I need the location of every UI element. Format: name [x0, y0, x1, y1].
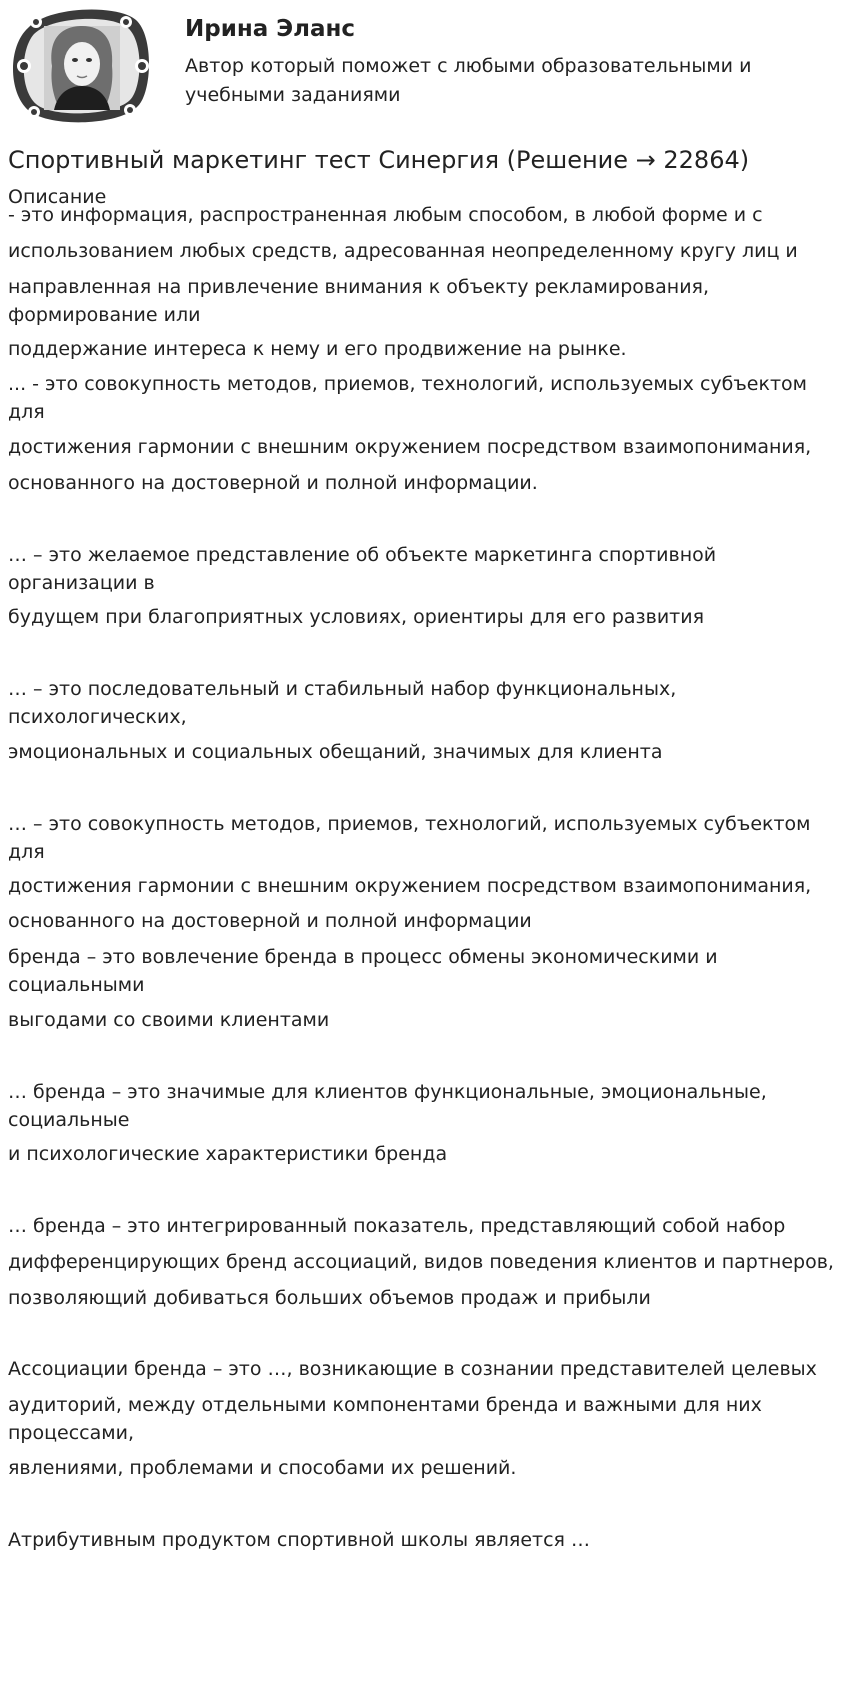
description-line: … – это последовательный и стабильный набор функциональных, психологических,	[8, 678, 677, 728]
description-line: направленная на привлечение внимания к объекту рекламирования, формирование или	[8, 276, 710, 326]
description-line: эмоциональных и социальных обещаний, значимых для клиента	[8, 741, 663, 763]
description-line: будущем при благоприятных условиях, ориентиры для его развития	[8, 606, 705, 628]
description-line: Ассоциации бренда – это …, возникающие в сознании представителей целевых	[8, 1358, 817, 1380]
description-line: выгодами со своими клиентами	[8, 1009, 330, 1031]
page-title: Спортивный маркетинг тест Синергия (Решение → 22864)	[8, 146, 750, 174]
description-line: … – это желаемое представление об объекте маркетинга спортивной организации в	[8, 544, 717, 594]
description-line: основанного на достоверной и полной информации.	[8, 472, 538, 494]
description-line: позволяющий добиваться больших объемов продаж и прибыли	[8, 1287, 651, 1309]
author-description: Автор который поможет с любыми образовательными и учебными заданиями	[185, 55, 752, 106]
description-line: достижения гармонии с внешним окружением посредством взаимопонимания,	[8, 436, 812, 458]
description-line: использованием любых средств, адресованная неопределенному кругу лиц и	[8, 240, 798, 262]
description-line: ... - это совокупность методов, приемов, технологий, используемых субъектом для	[8, 373, 807, 423]
description-line: дифференцирующих бренд ассоциаций, видов поведения клиентов и партнеров,	[8, 1251, 834, 1273]
description-line: бренда – это вовлечение бренда в процесс обмены экономическими и социальными	[8, 946, 718, 996]
description-line: … бренда – это интегрированный показатель, представляющий собой набор	[8, 1215, 786, 1237]
description-line: Атрибутивным продуктом спортивной школы является …	[8, 1529, 591, 1551]
description-line: основанного на достоверной и полной информации	[8, 910, 532, 932]
description-line: … – это совокупность методов, приемов, технологий, используемых субъектом для	[8, 813, 811, 863]
description-line: аудиторий, между отдельными компонентами бренда и важными для них процессами,	[8, 1394, 762, 1444]
avatar-image	[8, 6, 154, 126]
description-line: достижения гармонии с внешним окружением посредством взаимопонимания,	[8, 875, 812, 897]
author-header	[8, 6, 839, 130]
description-line: и психологические характеристики бренда	[8, 1143, 448, 1165]
description-line: поддержание интереса к нему и его продвижение на рынке.	[8, 338, 627, 360]
description-line: явлениями, проблемами и способами их решений.	[8, 1457, 517, 1479]
description-label: Описание	[8, 186, 107, 208]
author-avatar	[8, 6, 154, 126]
description-line: - это информация, распространенная любым способом, в любой форме и с	[8, 204, 763, 226]
author-name: Ирина Эланс	[185, 16, 356, 42]
description-line: … бренда – это значимые для клиентов функциональные, эмоциональные, социальные	[8, 1081, 767, 1131]
